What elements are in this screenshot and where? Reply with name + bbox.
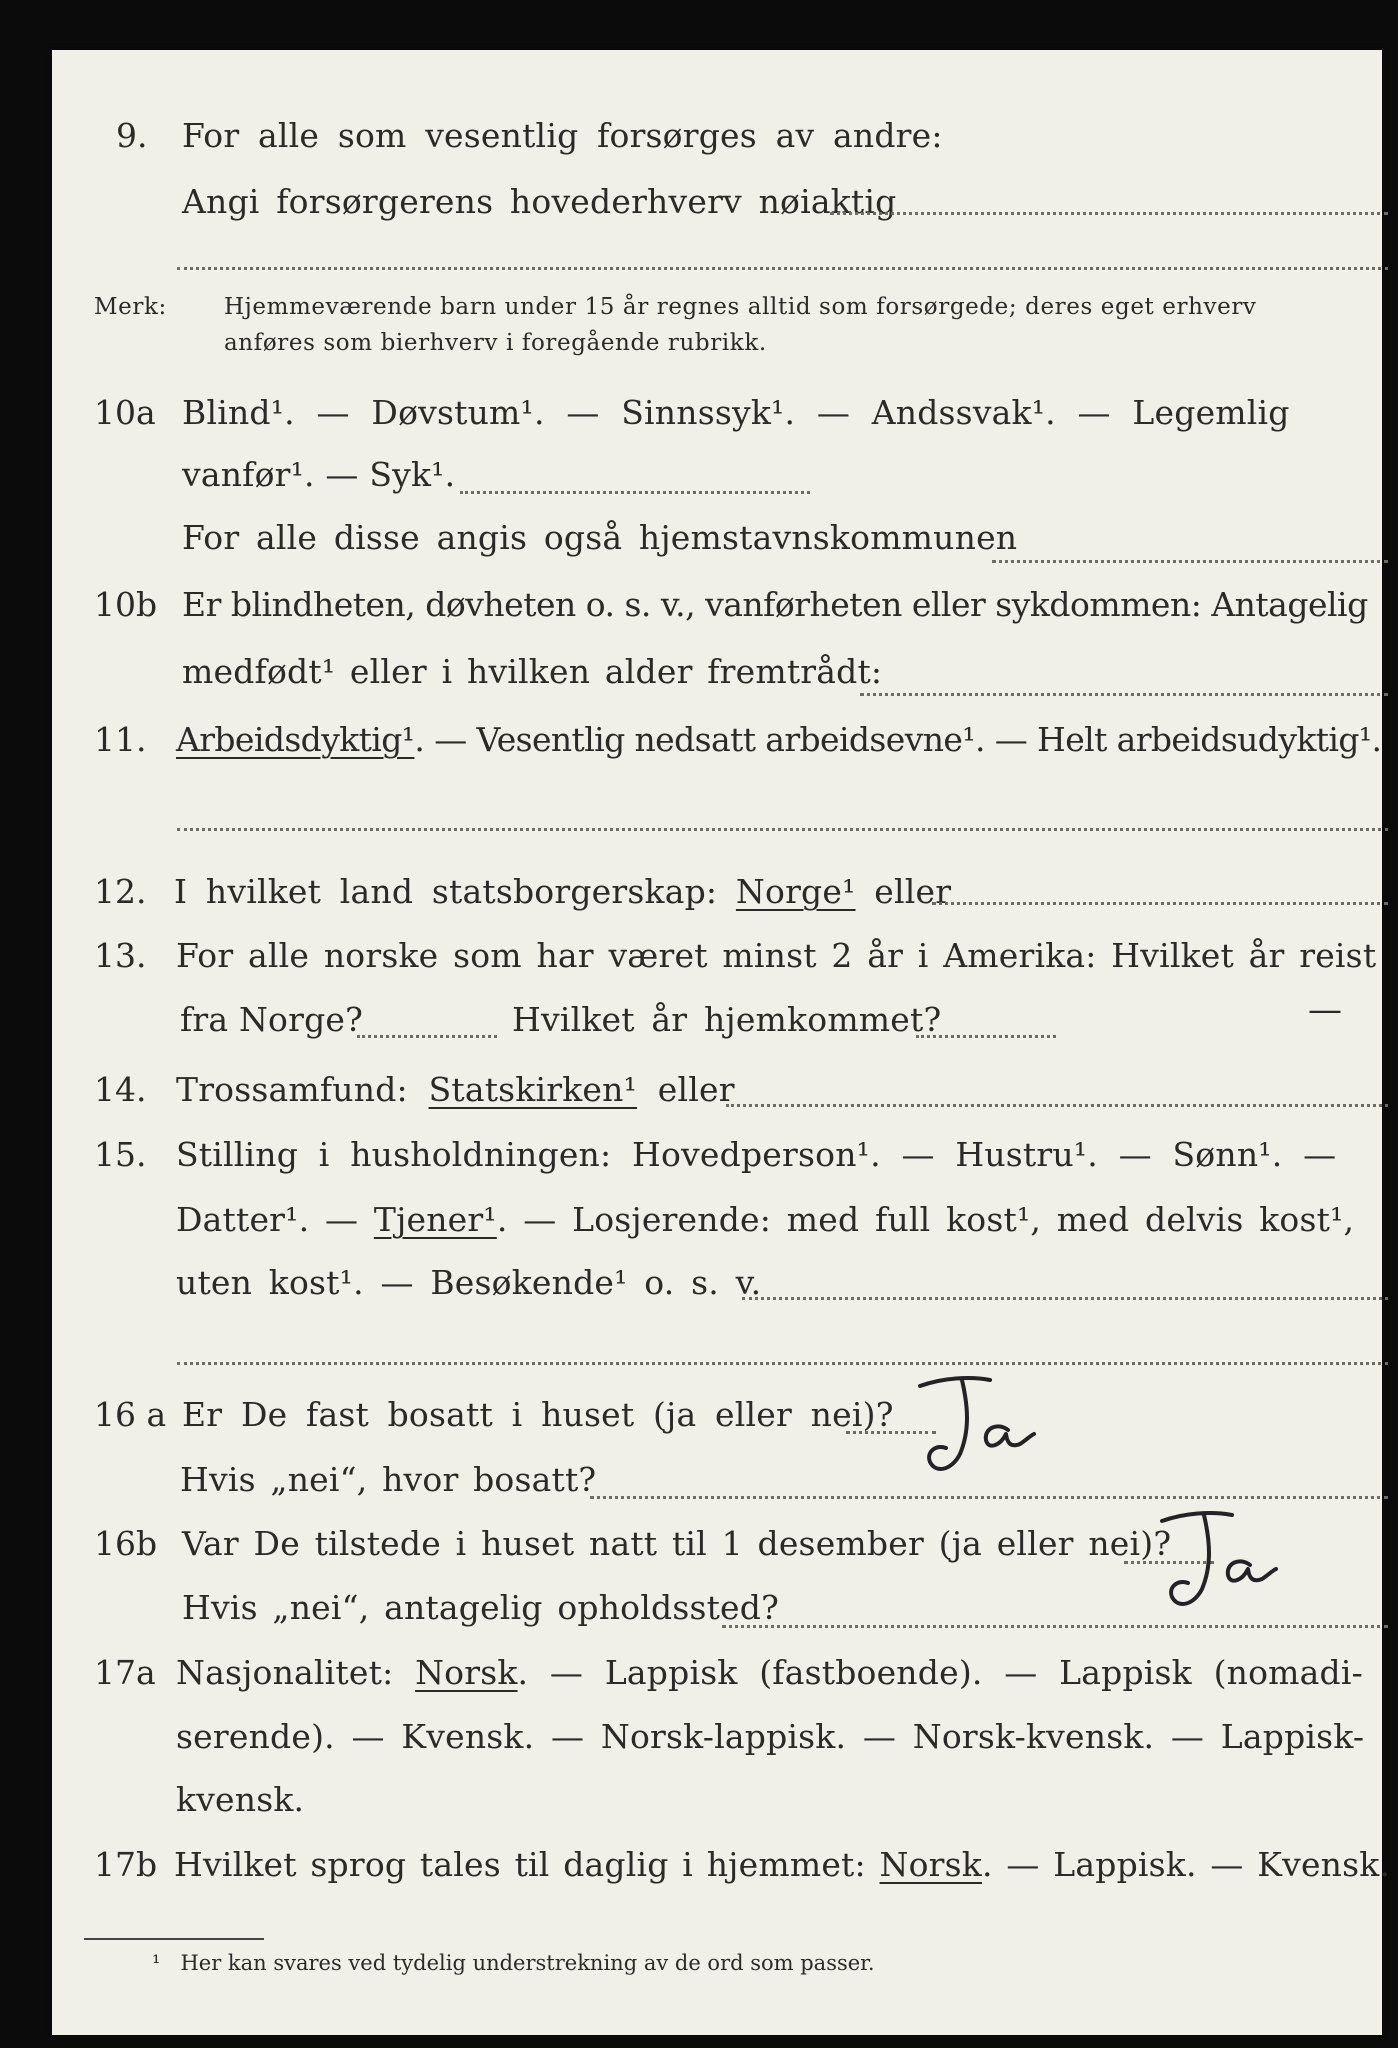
q13-number: 13. (94, 936, 147, 975)
q13-line2a: fra Norge? (180, 1000, 364, 1039)
footnote-text: Her kan svares ved tydelig understrekning av de ord som passer. (180, 1951, 875, 1975)
q16b-line1: Var De tilstede i huset natt til 1 desember (ja eller nei)? (182, 1524, 1172, 1563)
q17b-number: 17b (94, 1845, 158, 1884)
q11-answer-line (177, 828, 1388, 831)
q9-answer-line (830, 212, 1388, 215)
q17a-line1-rest: . — Lappisk (fastboende). — Lappisk (nomadi- (517, 1653, 1363, 1692)
q17b-text (174, 1845, 1390, 1885)
q17a-selected-option: Norsk (415, 1653, 518, 1692)
q14-selected-option: Statskirken¹ (428, 1070, 638, 1109)
q17a-line2: serende). — Kvensk. — Norsk-lappisk. — Norsk-kvensk. — Lappisk- (176, 1717, 1365, 1756)
q13-answer-mark: — (1308, 990, 1343, 1030)
footnote-mark: ¹ (152, 1951, 161, 1975)
q15-line2-start: Datter¹. — (176, 1200, 374, 1239)
q16b-handwritten-answer (1152, 1505, 1292, 1615)
q12-tail: eller (874, 872, 952, 911)
q16a-line1: Er De fast bosatt i huset (ja eller nei)? (182, 1395, 894, 1434)
q13-line1: For alle norske som har været minst 2 år i Amerika: Hvilket år reist (176, 936, 1377, 975)
q16a-handwritten-answer (912, 1372, 1052, 1482)
q10a-line1: Blind¹. — Døvstum¹. — Sinnssyk¹. — Andssvak¹. — Legemlig (182, 393, 1290, 432)
q16b-line2: Hvis „nei“, antagelig opholdssted? (182, 1588, 779, 1627)
q17b-question: Hvilket sprog tales til daglig i hjemmet: (174, 1845, 866, 1884)
q10a-number: 10a (94, 393, 156, 432)
q17a-question: Nasjonalitet: (176, 1653, 394, 1692)
q17b-selected-option: Norsk (879, 1845, 982, 1884)
merk-line1: Hjemmeværende barn under 15 år regnes alltid som forsørgede; deres eget erhverv (224, 294, 1257, 320)
q13-year-left-line (357, 1035, 497, 1038)
q15-number: 15. (94, 1135, 147, 1174)
q13-line2b: Hvilket år hjemkommet? (512, 1000, 942, 1039)
q14-number: 14. (94, 1070, 147, 1109)
q15-answer-line-2 (177, 1362, 1388, 1365)
q15-line2 (176, 1200, 1354, 1240)
q17a-number: 17a (94, 1653, 156, 1692)
q12-selected-option: Norge¹ (735, 872, 856, 911)
q11-number: 11. (94, 720, 147, 759)
q13-year-returned-line (916, 1035, 1056, 1038)
q14-question: Trossamfund: (176, 1070, 408, 1109)
q10b-line2: medfødt¹ eller i hvilken alder fremtrådt: (182, 652, 883, 691)
q17b-rest: . — Lappisk. — Kvensk. (981, 1845, 1391, 1884)
q16a-residence-line (590, 1496, 1388, 1499)
q15-line1: Stilling i husholdningen: Hovedperson¹. — Hustru¹. — Sønn¹. — (176, 1135, 1337, 1174)
q12-answer-line (932, 902, 1388, 905)
q10a-answer-line (460, 491, 810, 494)
q15-selected-option: Tjener¹ (373, 1200, 497, 1239)
q9-line1: For alle som vesentlig forsørges av andre: (182, 116, 943, 155)
q10b-number: 10b (94, 585, 158, 624)
q9-number: 9. (116, 116, 148, 155)
merk-line2: anføres som bierhverv i foregående rubrikk. (224, 330, 767, 356)
q15-line2-end: . — Losjerende: med full kost¹, med delvis kost¹, (496, 1200, 1355, 1239)
q14-text (176, 1070, 735, 1110)
q10b-line1: Er blindheten, døvheten o. s. v., vanførheten eller sykdommen: Antagelig (182, 585, 1368, 624)
footnote-rule (84, 1938, 264, 1940)
footnote (152, 1949, 875, 1977)
q17a-line1 (176, 1653, 1363, 1693)
q16a-number: 16 a (94, 1395, 167, 1434)
q12-number: 12. (94, 872, 147, 911)
q17a-line3: kvensk. (176, 1780, 305, 1819)
q12-question: I hvilket land statsborgerskap: (174, 872, 718, 911)
q9-answer-line-2 (177, 267, 1388, 270)
q10a-municipality-line (992, 560, 1388, 563)
q15-answer-line (742, 1297, 1388, 1300)
q11-selected-option: Arbeidsdyktig¹ (176, 720, 415, 759)
q11-rest: . — Vesentlig nedsatt arbeidsevne¹. — Helt arbeidsudyktig¹. (414, 720, 1382, 759)
q14-tail: eller (657, 1070, 735, 1109)
q9-line2: Angi forsørgerens hovederhverv nøiaktig (182, 182, 897, 221)
q16a-line2: Hvis „nei“, hvor bosatt? (180, 1460, 597, 1499)
q10a-line2: vanfør¹. — Syk¹. (182, 455, 456, 494)
census-form-page (52, 50, 1391, 2035)
q11-text (176, 720, 1381, 760)
q10b-answer-line (860, 693, 1388, 696)
q16b-number: 16b (94, 1524, 158, 1563)
q10a-line3: For alle disse angis også hjemstavnskommunen (182, 518, 1018, 557)
merk-label: Merk: (94, 294, 167, 320)
q16b-whereabouts-line (722, 1625, 1388, 1628)
q12-text (174, 872, 951, 912)
q14-answer-line (726, 1104, 1388, 1107)
q15-line3: uten kost¹. — Besøkende¹ o. s. v. (176, 1263, 762, 1302)
